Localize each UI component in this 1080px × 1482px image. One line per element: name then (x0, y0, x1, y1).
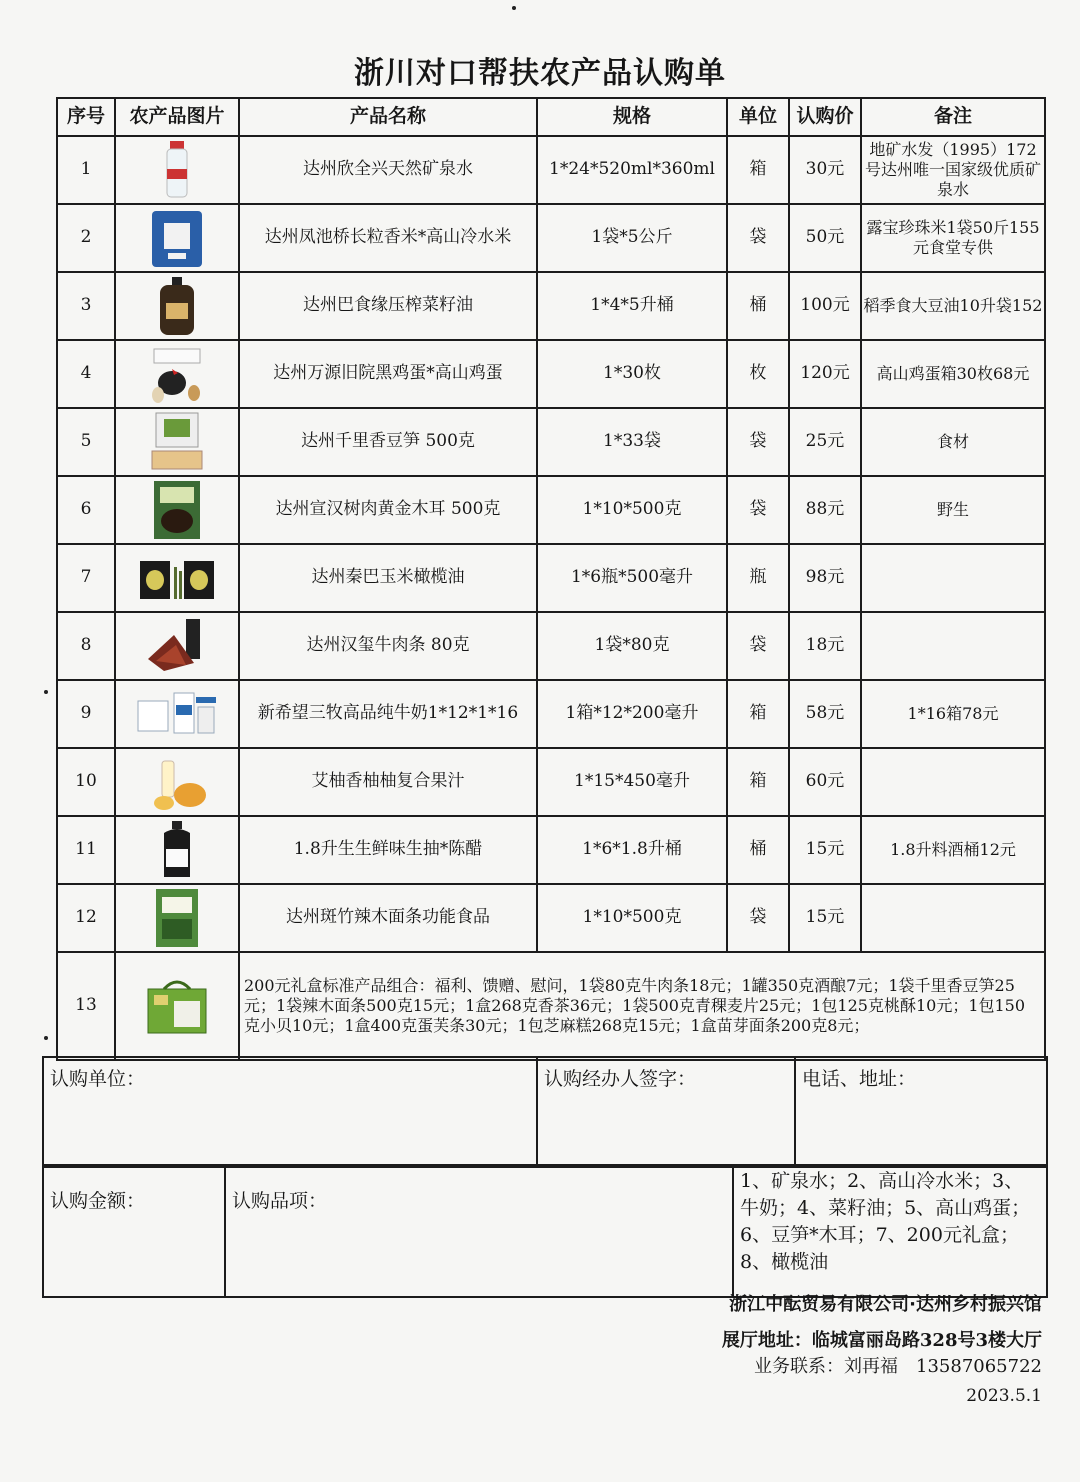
row-no: 4 (57, 340, 115, 408)
row-picture (115, 136, 239, 204)
row-product-name: 达州宣汉树肉黄金木耳 500克 (239, 476, 537, 544)
table-row (57, 884, 1045, 952)
amount-field[interactable] (43, 1165, 225, 1297)
row-spec: 1箱*12*200毫升 (537, 680, 727, 748)
row-unit: 袋 (727, 612, 789, 680)
row-spec: 1*33袋 (537, 408, 727, 476)
row-product-name: 1.8升生生鲜味生抽*陈醋 (239, 816, 537, 884)
olive-oil-box-icon (134, 547, 220, 609)
items-field[interactable] (225, 1165, 733, 1297)
table-row (57, 612, 1045, 680)
header-note: 备注 (861, 98, 1045, 136)
buyer-unit-label: 认购单位： (50, 1068, 146, 1090)
header-picture: 农产品图片 (115, 98, 239, 136)
row-unit: 袋 (727, 884, 789, 952)
row-unit: 袋 (727, 408, 789, 476)
row-product-name: 达州凤池桥长粒香米*高山冷水米 (239, 204, 537, 272)
header-spec: 规格 (537, 98, 727, 136)
row-price: 98元 (789, 544, 861, 612)
row-note (861, 612, 1045, 680)
row-price: 15元 (789, 884, 861, 952)
row-no: 10 (57, 748, 115, 816)
agent-label: 认购经办人签字： (544, 1068, 697, 1090)
noodle-pack-icon (134, 887, 220, 949)
row-picture (115, 476, 239, 544)
row-spec: 1*10*500克 (537, 476, 727, 544)
showroom-address: 展厅地址：临城富丽岛路328号3楼大厅 (721, 1330, 1042, 1351)
speck (512, 6, 516, 10)
row-price: 25元 (789, 408, 861, 476)
row-product-name: 达州秦巴玉米橄榄油 (239, 544, 537, 612)
row-unit: 箱 (727, 136, 789, 204)
header-unit: 单位 (727, 98, 789, 136)
row-picture (115, 544, 239, 612)
row-note: 1.8升料酒桶12元 (861, 816, 1045, 884)
row-picture (115, 408, 239, 476)
table-row (57, 204, 1045, 272)
table-row (57, 272, 1045, 340)
row-unit: 瓶 (727, 544, 789, 612)
row-spec: 1*15*450毫升 (537, 748, 727, 816)
items-label: 认购品项： (232, 1190, 328, 1212)
row-price: 15元 (789, 816, 861, 884)
row-picture (115, 748, 239, 816)
items-list: 1、矿泉水；2、高山冷水米；3、牛奶；4、菜籽油；5、高山鸡蛋；6、豆笋*木耳；7、200元礼盒；8、橄榄油 (733, 1165, 1047, 1297)
row-unit: 袋 (727, 476, 789, 544)
row-note: 露宝珍珠米1袋50斤155元食堂专供 (861, 204, 1045, 272)
row-no: 11 (57, 816, 115, 884)
row-unit: 枚 (727, 340, 789, 408)
row-note (861, 748, 1045, 816)
table-row (57, 340, 1045, 408)
water-bottle-icon (134, 139, 220, 201)
row-product-name: 达州千里香豆笋 500克 (239, 408, 537, 476)
row-spec: 1*4*5升桶 (537, 272, 727, 340)
row-note: 稻季食大豆油10升袋152 (861, 272, 1045, 340)
table-row (57, 136, 1045, 204)
row-note: 高山鸡蛋箱30枚68元 (861, 340, 1045, 408)
row-picture (115, 816, 239, 884)
table-body (57, 136, 1045, 952)
row-product-name: 新希望三牧高品纯牛奶1*12*1*16 (239, 680, 537, 748)
amount-table (42, 1164, 1048, 1298)
row-picture (115, 340, 239, 408)
row-spec: 1*24*520ml*360ml (537, 136, 727, 204)
row-picture (115, 884, 239, 952)
row-spec: 1*30枚 (537, 340, 727, 408)
document-date: 2023.5.1 (966, 1386, 1042, 1406)
amount-label: 认购金额： (50, 1190, 146, 1212)
page-title: 浙川对口帮扶农产品认购单 (354, 56, 726, 91)
combo-description: 200元礼盒标准产品组合：福利、馈赠、慰问，1袋80克牛肉条18元；1罐350克酒酿7元；1袋千里香豆笋25元；1袋辣木面条500克15元；1盒268克香茶36元；1袋500克青稞麦片25元；1包125克桃酥10元；1包150克小贝10元；1盒400克蛋芙条30元；1包芝麻糕268克15元；1盒苗芽面条200克8元； (239, 952, 1045, 1060)
beef-jerky-icon (134, 615, 220, 677)
fungus-bag-icon (134, 479, 220, 541)
milk-box-icon (134, 683, 220, 745)
row-spec: 1袋*80克 (537, 612, 727, 680)
juice-icon (134, 751, 220, 813)
table-row (57, 680, 1045, 748)
chicken-egg-icon (134, 343, 220, 405)
phone-address-field[interactable] (795, 1057, 1047, 1167)
row-note: 1*16箱78元 (861, 680, 1045, 748)
row-note (861, 544, 1045, 612)
row-product-name: 达州欣全兴天然矿泉水 (239, 136, 537, 204)
signature-table (42, 1056, 1048, 1168)
row-product-name: 达州汉玺牛肉条 80克 (239, 612, 537, 680)
row-spec: 1*6*1.8升桶 (537, 816, 727, 884)
row-picture (115, 680, 239, 748)
row-product-name: 达州巴食缘压榨菜籽油 (239, 272, 537, 340)
row-picture (115, 272, 239, 340)
gift-box-icon (134, 975, 220, 1037)
business-contact: 业务联系：刘再福 13587065722 (754, 1356, 1042, 1377)
row-no: 6 (57, 476, 115, 544)
row-spec: 1*10*500克 (537, 884, 727, 952)
rice-bag-icon (134, 207, 220, 269)
row-no: 7 (57, 544, 115, 612)
row-no: 1 (57, 136, 115, 204)
header-name: 产品名称 (239, 98, 537, 136)
row-no: 3 (57, 272, 115, 340)
row-price: 58元 (789, 680, 861, 748)
row-unit: 箱 (727, 680, 789, 748)
row-no: 8 (57, 612, 115, 680)
row-picture (115, 612, 239, 680)
agent-signature-field[interactable] (537, 1057, 795, 1167)
row-price: 120元 (789, 340, 861, 408)
row-unit: 箱 (727, 748, 789, 816)
combo-picture-cell (115, 952, 239, 1060)
row-no: 5 (57, 408, 115, 476)
row-spec: 1袋*5公斤 (537, 204, 727, 272)
row-note: 野生 (861, 476, 1045, 544)
row-price: 30元 (789, 136, 861, 204)
row-price: 88元 (789, 476, 861, 544)
row-price: 60元 (789, 748, 861, 816)
row-no: 2 (57, 204, 115, 272)
table-header-row (57, 98, 1045, 136)
table-row (57, 748, 1045, 816)
product-table (56, 97, 1046, 1061)
row-picture (115, 204, 239, 272)
combo-no: 13 (57, 952, 115, 1060)
table-row (57, 408, 1045, 476)
row-product-name: 达州斑竹辣木面条功能食品 (239, 884, 537, 952)
row-note: 食材 (861, 408, 1045, 476)
table-row (57, 816, 1045, 884)
table-row (57, 544, 1045, 612)
row-note: 地矿水发（1995）172号达州唯一国家级优质矿泉水 (861, 136, 1045, 204)
row-no: 9 (57, 680, 115, 748)
row-spec: 1*6瓶*500毫升 (537, 544, 727, 612)
table-row (57, 476, 1045, 544)
row-price: 100元 (789, 272, 861, 340)
oil-jug-icon (134, 275, 220, 337)
row-unit: 袋 (727, 204, 789, 272)
buyer-unit-field[interactable] (43, 1057, 537, 1167)
row-price: 50元 (789, 204, 861, 272)
row-no: 12 (57, 884, 115, 952)
combo-row (57, 952, 1045, 1060)
header-price: 认购价 (789, 98, 861, 136)
speck (44, 690, 48, 694)
row-unit: 桶 (727, 816, 789, 884)
header-no: 序号 (57, 98, 115, 136)
row-unit: 桶 (727, 272, 789, 340)
row-product-name: 达州万源旧院黑鸡蛋*高山鸡蛋 (239, 340, 537, 408)
tofu-skin-icon (134, 411, 220, 473)
phone-label: 电话、地址： (802, 1068, 917, 1090)
row-price: 18元 (789, 612, 861, 680)
row-product-name: 艾柚香柚柚复合果汁 (239, 748, 537, 816)
speck (44, 1036, 48, 1040)
soy-sauce-icon (134, 819, 220, 881)
company-name: 浙江中酝贸易有限公司·达州乡村振兴馆 (729, 1294, 1042, 1315)
row-note (861, 884, 1045, 952)
